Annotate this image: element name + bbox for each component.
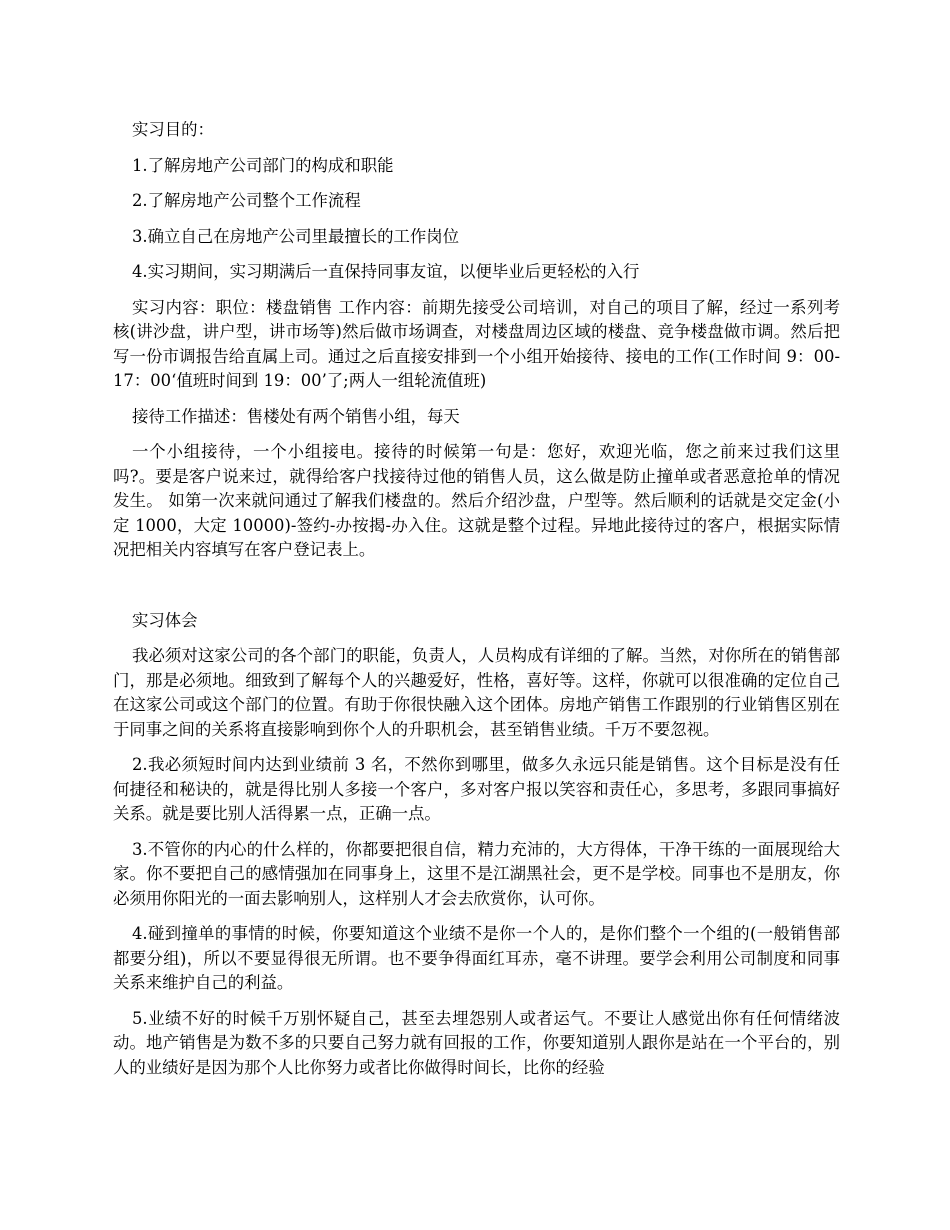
experience-item-4: 4.碰到撞单的事情的时候，你要知道这个业绩不是你一个人的，是你们整个一个组的(一般销售部都要分组)，所以不要显得很无所谓。也不要争得面红耳赤，毫不讲理。要学会利用公司制度和同事关系来维护自己的利益。: [113, 924, 840, 992]
experience-item-2: 2.我必须短时间内达到业绩前 3 名，不然你到哪里，做多久永远只能是销售。这个目标是没有任何捷径和秘诀的，就是得比别人多接一个客户，多对客户报以笑容和责任心，多思考，多跟同事搞好关系。就是要比别人活得累一点，正确一点。: [113, 755, 840, 823]
purpose-item-2: 2.了解房地产公司整个工作流程: [132, 191, 361, 210]
purpose-item-4: 4.实习期间，实习期满后一直保持同事友谊，以便毕业后更轻松的入行: [132, 262, 640, 281]
experience-item-1: 我必须对这家公司的各个部门的职能，负责人，人员构成有详细的了解。当然，对你所在的销售部门，那是必须地。细致到了解每个人的兴趣爱好，性格，喜好等。这样，你就可以很准确的定位自己在这家公司或这个部门的位置。有助于你很快融入这个团体。房地产销售工作跟别的行业销售区别在于同事之间的关系将直接影响到你个人的升职机会，甚至销售业绩。千万不要忽视。: [113, 646, 840, 739]
section-spacer: [113, 574, 840, 609]
content-paragraph: 实习内容：职位：楼盘销售 工作内容：前期先接受公司培训，对自己的项目了解，经过一系列考核(讲沙盘，讲户型，讲市场等)然后做市场调查，对楼盘周边区域的楼盘、竞争楼盘做市调。然后把写一份市调报告给直属上司。通过之后直接安排到一个小组开始接待、接电的工作(工作时间 9：00-17：00‘值班时间到 19：00’了;两人一组轮流值班): [113, 297, 840, 390]
purpose-item-1: 1.了解房地产公司部门的构成和职能: [132, 155, 394, 175]
document-page: [113, 118, 840, 1091]
purpose-item-3: 3.确立自己在房地产公司里最擅长的工作岗位: [132, 226, 460, 246]
purpose-heading: 实习目的：: [132, 120, 214, 139]
experience-item-5: 5.业绩不好的时候千万别怀疑自己，甚至去埋怨别人或者运气。不要让人感觉出你有任何情绪波动。地产销售是为数不多的只要自己努力就有回报的工作，你要知道别人跟你是站在一个平台的，别人的业绩好是因为那个人比你努力或者比你做得时间长，比你的经验: [113, 1008, 840, 1077]
experience-heading: 实习体会: [132, 610, 198, 630]
reception-detail: 一个小组接待，一个小组接电。接待的时候第一句是：您好，欢迎光临，您之前来过我们这里吗?。要是客户说来过，就得给客户找接待过他的销售人员，这么做是防止撞单或者恶意抢单的情况发生。 如第一次来就问通过了解我们楼盘的。然后介绍沙盘，户型等。然后顺利的话就是交定金(小定 1000，大定 10000)-签约-办按揭-办入住。这就是整个过程。异地此接待过的客户，根据实际情况把相关内容填写在客户登记表上。: [113, 442, 840, 559]
reception-intro: 接待工作描述：售楼处有两个销售小组，每天: [132, 406, 460, 426]
experience-item-3: 3.不管你的内心的什么样的，你都要把很自信，精力充沛的，大方得体，干净干练的一面展现给大家。你不要把自己的感情强加在同事身上，这里不是江湖黑社会，更不是学校。同事也不是朋友，你必须用你阳光的一面去影响别人，这样别人才会去欣赏你，认可你。: [113, 839, 840, 908]
